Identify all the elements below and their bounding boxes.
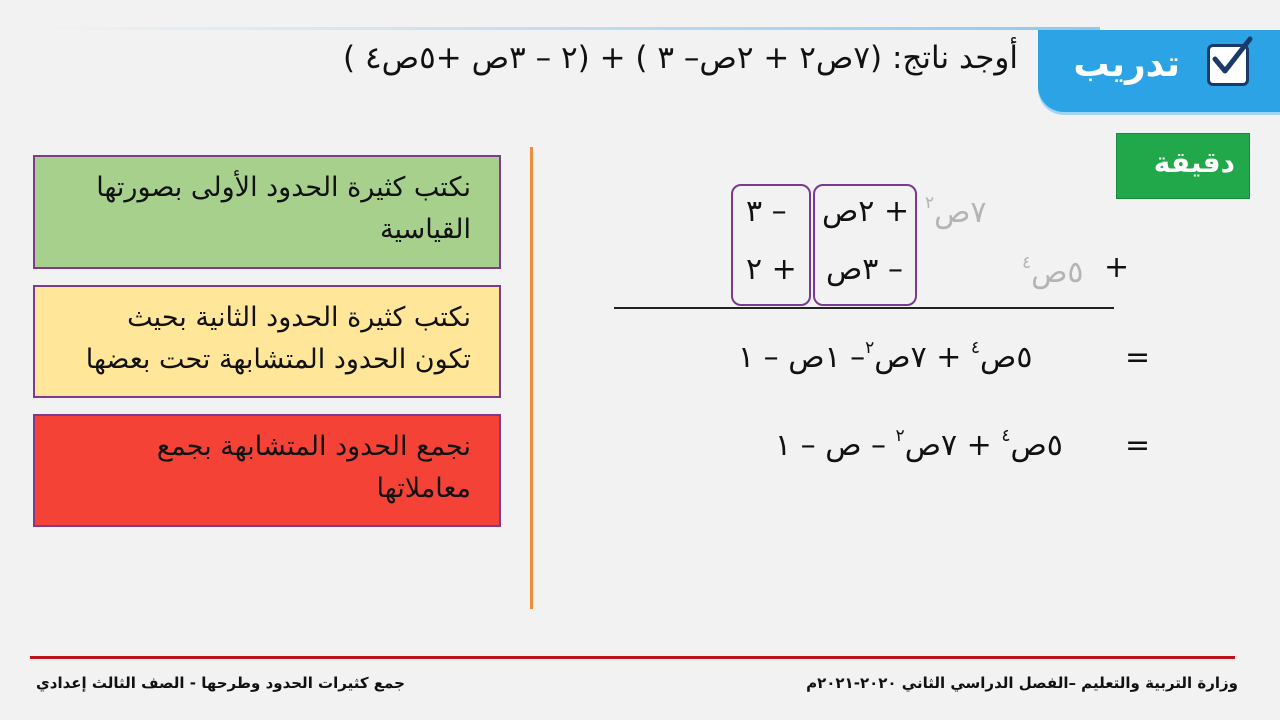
vertical-divider [530,147,533,609]
row1-linear-term: + ٢ص [822,194,910,229]
plus-sign: + [1104,250,1130,285]
question-text: أوجد ناتج: (٧ص٢ + ٢ص– ٣ ) + (٢ – ٣ص +٥ص٤ ) [343,40,1018,76]
result2-expression: ٥ص$^٤$ + ٧ص$^٢$ – ص – ١ [775,426,1063,463]
result1-equals: = [1125,340,1151,375]
step-box-2 [33,285,501,398]
result2-equals: = [1125,428,1151,463]
row1-square-term: ٧ص$^٢$ [925,193,987,230]
step-box-1 [33,155,501,269]
checkbox-icon [1207,44,1249,86]
badge-label: تدريب [1073,44,1180,85]
footer-lesson-text: جمع كثيرات الحدود وطرحها - الصف الثالث إعدادي [36,674,405,692]
sum-line [614,307,1114,309]
minute-label: دقيقة [1153,146,1235,179]
footer-ministry-text: وزارة التربية والتعليم –الفصل الدراسي الثاني ٢٠٢٠-٢٠٢١م [806,674,1238,692]
step-2-text: نكتب كثيرة الحدود الثانية بحيث تكون الحدود المتشابهة تحت بعضها [85,302,471,375]
header-rule [40,27,1100,30]
row2-quartic-term: ٥ص$^٤$ [1022,253,1084,290]
minute-badge [1116,133,1250,199]
training-badge [1038,30,1280,112]
row2-constant-term: + ٢ [746,252,797,287]
row2-linear-term: – ٣ص [826,252,903,287]
row1-constant-term: – ٣ [746,194,787,229]
step-3-text: نجمع الحدود المتشابهة بجمع معاملاتها [156,431,471,504]
result1-expression: ٥ص$^٤$ + ٧ص$^٢$– ١ص – ١ [738,338,1033,375]
step-box-3 [33,414,501,527]
footer-rule [30,656,1235,659]
step-1-text: نكتب كثيرة الحدود الأولى بصورتها القياسية [96,172,471,245]
